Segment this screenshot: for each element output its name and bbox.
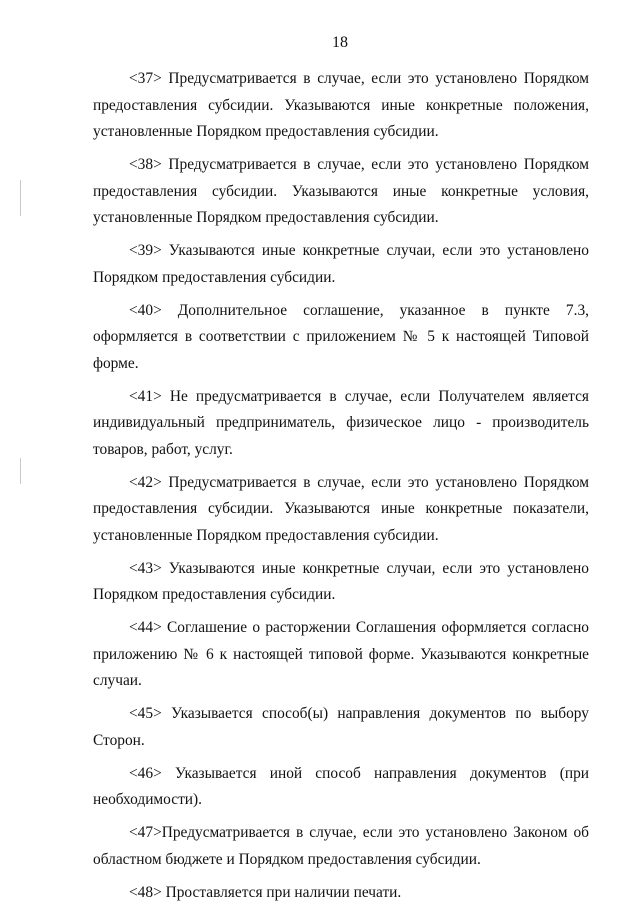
footnote-44: <44> Соглашение о расторжении Соглашения оформляется согласно приложению № 6 к настоящей типовой форме. Указываются конкретные случаи. [93, 619, 589, 689]
scan-margin-mark [20, 180, 21, 216]
footnote-42: <42> Предусматривается в случае, если это установлено Порядком предоставления субсидии. Указываются иные конкретные показатели, установленные Порядком предоставления субсидии. [93, 473, 589, 544]
footnote-40: <40> Дополнительное соглашение, указанное в пункте 7.3, оформляется в соответствии с приложением № 5 к настоящей Типовой форме. [93, 301, 589, 372]
footnote-37: <37> Предусматривается в случае, если это установлено Порядком предоставления субсидии. Указываются иные конкретные положения, установленные Порядком предоставления субсидии. [93, 70, 589, 140]
footnote-41: <41> Не предусматривается в случае, если Получателем является индивидуальный предприниматель, физическое лицо - производитель товаров, работ, услуг. [93, 387, 589, 458]
footnote-45: <45> Указывается способ(ы) направления документов по выбору Сторон. [93, 705, 589, 749]
footnote-38: <38> Предусматривается в случае, если это установлено Порядком предоставления субсидии. Указываются иные конкретные условия, установленные Порядком предоставления субсидии. [93, 156, 589, 226]
footnote-48: <48> Проставляется при наличии печати. [129, 883, 402, 901]
page-number: 18 [332, 34, 348, 51]
footnote-39: <39> Указываются иные конкретные случаи, если это установлено Порядком предоставления субсидии. [93, 242, 589, 286]
footnote-43: <43> Указываются иные конкретные случаи, если это установлено Порядком предоставления субсидии. [93, 559, 589, 603]
scan-margin-mark [20, 458, 21, 484]
footnotes-list [93, 66, 589, 913]
footnote-46: <46> Указывается иной способ направления документов (при необходимости). [93, 764, 589, 808]
footnote-47: <47>Предусматривается в случае, если это установлено Законом об областном бюджете и Порядком предоставления субсидии. [93, 824, 589, 868]
